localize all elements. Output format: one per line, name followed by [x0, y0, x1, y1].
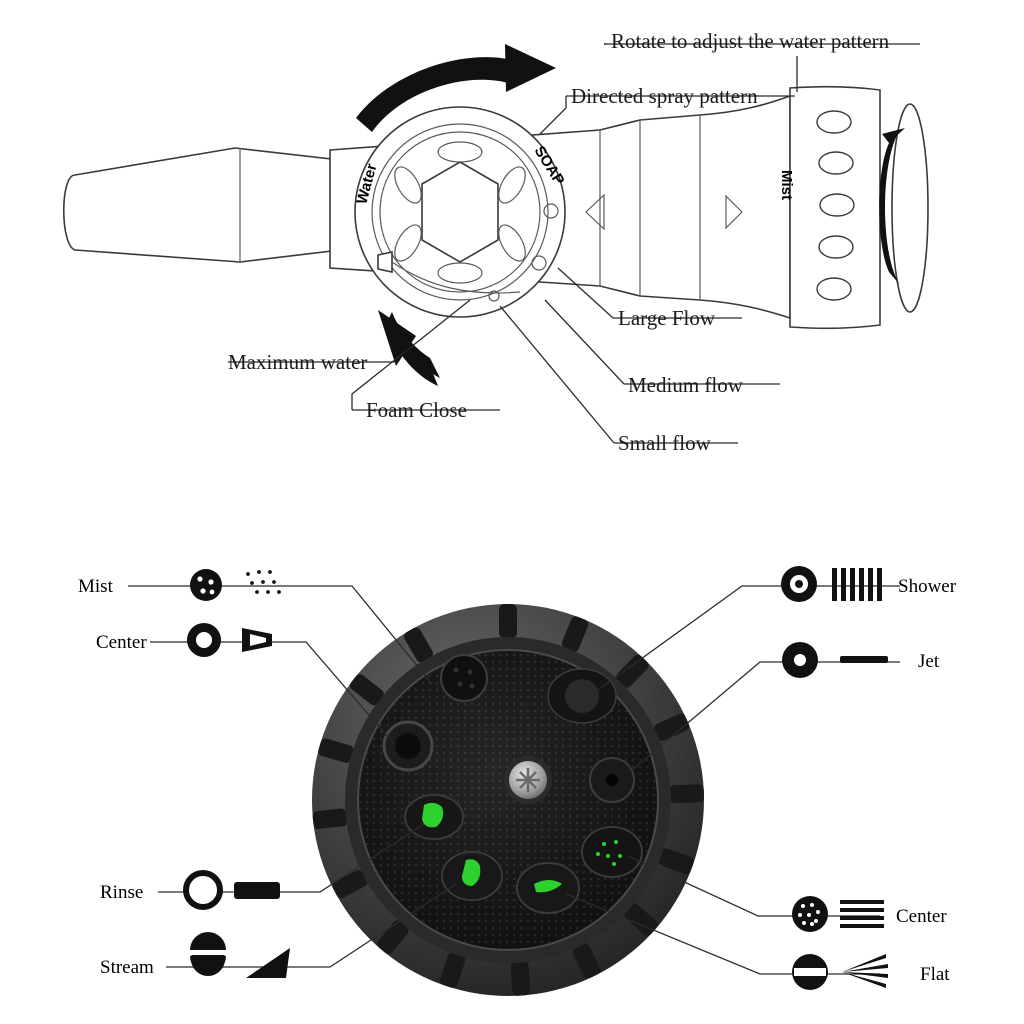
callout-center-right: [792, 896, 947, 932]
flat-fan-pattern-icon: [792, 954, 888, 990]
bottom-photo-panel: [0, 512, 1024, 1024]
callout-mist: [78, 569, 281, 601]
nozzle-face-photo: [312, 604, 704, 996]
label-jet: Jet: [918, 651, 940, 672]
label-center-right: Center: [896, 906, 947, 927]
callout-jet: [782, 642, 940, 678]
label-rinse: Rinse: [100, 882, 144, 903]
dial-label-soap: SOAP: [530, 143, 568, 189]
center-dense-pattern-icon: [792, 896, 884, 932]
port-mist: [441, 655, 487, 701]
mist-pattern-icon: [190, 569, 281, 601]
label-foam-close: Foam Close: [366, 398, 467, 422]
callout-center-left: [96, 623, 272, 657]
label-maximum-water: Maximum water: [228, 350, 368, 374]
label-directed-spray: Directed spray pattern: [571, 84, 758, 108]
rinse-pattern-icon: [186, 873, 280, 907]
label-rotate-adjust: Rotate to adjust the water pattern: [611, 29, 890, 53]
dial-label-water: Water: [353, 161, 381, 207]
nozzle-handle-outline: [64, 148, 340, 262]
label-mist: Mist: [78, 576, 113, 597]
selector-dial-outline: [355, 107, 565, 317]
label-center-left: Center: [96, 632, 147, 653]
callout-flat: [792, 954, 950, 990]
callout-shower: [781, 566, 957, 602]
callout-stream: [100, 932, 290, 978]
center-pattern-icon: [187, 623, 272, 657]
callout-rinse: [100, 873, 280, 907]
stream-pattern-icon: [190, 932, 290, 978]
port-center-dense: [582, 827, 642, 877]
jet-pattern-icon: [782, 642, 888, 678]
label-flat: Flat: [920, 964, 950, 985]
nozzle-label-mist: Mist: [778, 170, 795, 200]
shower-pattern-icon: [781, 566, 882, 602]
label-medium-flow: Medium flow: [628, 373, 743, 397]
nozzle-head-outline: [790, 87, 928, 329]
label-small-flow: Small flow: [618, 431, 711, 455]
label-shower: Shower: [898, 576, 957, 597]
label-large-flow: Large Flow: [618, 306, 716, 330]
label-stream: Stream: [100, 957, 154, 978]
